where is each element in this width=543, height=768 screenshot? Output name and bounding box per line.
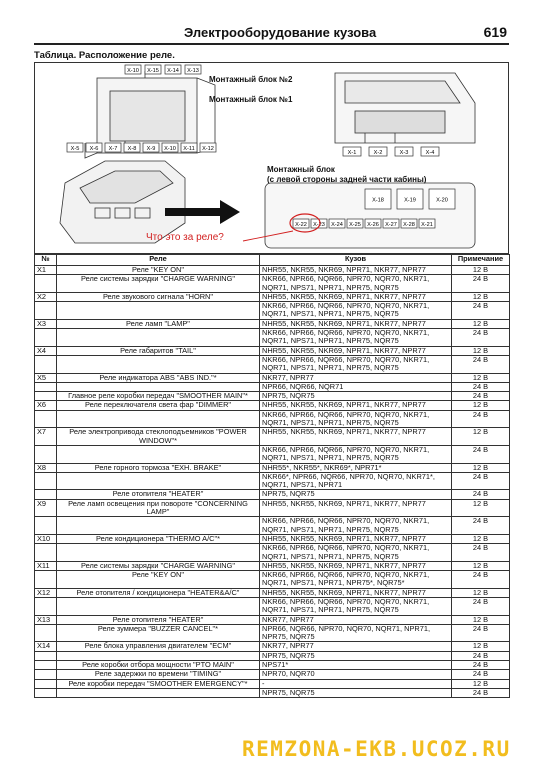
- cell-no: [35, 472, 57, 490]
- table-row: [35, 428, 510, 446]
- cell-body: NPR70, NQR70: [260, 670, 452, 679]
- cell-body: NHR55, NKR55, NKR69, NPR71, NKR77, NPR77: [260, 346, 452, 355]
- cell-no: [35, 661, 57, 670]
- cell-no: [35, 651, 57, 660]
- cell-relay: Реле отопителя "HEATER": [57, 490, 260, 499]
- cell-body: NHR55, NKR55, NKR69, NPR71, NKR77, NPR77: [260, 588, 452, 597]
- cell-no: [35, 624, 57, 642]
- cell-note: 24 В: [452, 445, 510, 463]
- cell-relay: [57, 445, 260, 463]
- relay-box-label: X-22: [295, 221, 307, 228]
- watermark: REMZONA-EKB.UCOZ.RU: [242, 737, 511, 761]
- cell-note: 24 В: [452, 392, 510, 401]
- cell-no: [35, 517, 57, 535]
- table-row: [35, 517, 510, 535]
- cell-body: -: [260, 679, 452, 688]
- relay-box-label: X-23: [313, 221, 325, 228]
- relay-box-label: X-28: [403, 221, 415, 228]
- table-header-row: [35, 255, 510, 266]
- cell-no: [35, 445, 57, 463]
- cell-relay: Реле ламп "LAMP": [57, 319, 260, 328]
- relay-box-label: X-5: [70, 145, 80, 152]
- cell-no: X7: [35, 428, 57, 446]
- relay-box-label: X-26: [367, 221, 379, 228]
- cell-relay: Реле коробки передач "SMOOTHER EMERGENCY"*: [57, 679, 260, 688]
- cell-no: [35, 382, 57, 391]
- cell-body: NKR66, NPR66, NQR66, NPR70, NQR70, NKR71, NQR71, NPS71, NPR71, NPR75, NQR75: [260, 329, 452, 347]
- cell-note: 24 В: [452, 490, 510, 499]
- relay-box-label: X-11: [183, 145, 195, 152]
- relay-box-label: X-4: [425, 149, 435, 156]
- relay-location-figure: [34, 62, 509, 254]
- cell-body: NHR55, NKR55, NKR69, NPR71, NKR77, NPR77: [260, 292, 452, 301]
- cell-relay: [57, 597, 260, 615]
- cell-note: 12 В: [452, 588, 510, 597]
- cell-note: 12 В: [452, 428, 510, 446]
- relay-box-label: X-15: [147, 67, 159, 74]
- table-row: [35, 472, 510, 490]
- relay-box-label: X-6: [89, 145, 99, 152]
- col-body-header: Кузов: [260, 255, 452, 266]
- cell-note: 12 В: [452, 679, 510, 688]
- relay-box-label: X-2: [373, 149, 383, 156]
- cell-relay: Реле переключателя света фар "DIMMER": [57, 401, 260, 410]
- relay-diagram: [35, 63, 510, 255]
- cell-note: 12 В: [452, 642, 510, 651]
- cell-note: 12 В: [452, 615, 510, 624]
- cell-relay: [57, 355, 260, 373]
- label-rear-block: Монтажный блок: [267, 165, 335, 174]
- relay-box-label: X-10: [164, 145, 176, 152]
- relay-box-label: X-9: [146, 145, 156, 152]
- cell-body: NKR66*, NPR66, NQR66, NPR70, NQR70, NKR71*, NQR71, NPS71, NPR71: [260, 472, 452, 490]
- table-row: [35, 499, 510, 517]
- col-relay-header: Реле: [57, 255, 260, 266]
- cell-relay: Главное реле коробки передач "SMOOTHER MAIN"*: [57, 392, 260, 401]
- relay-box-label: X-1: [347, 149, 357, 156]
- cell-note: 12 В: [452, 292, 510, 301]
- relay-box-label: X-24: [331, 221, 343, 228]
- cell-note: 12 В: [452, 346, 510, 355]
- cell-note: 12 В: [452, 499, 510, 517]
- cell-body: NKR66, NPR66, NQR66, NPR70, NQR70, NKR71, NQR71, NPS71, NPR71, NPR75, NQR75: [260, 544, 452, 562]
- cell-note: 24 В: [452, 329, 510, 347]
- cell-note: 24 В: [452, 517, 510, 535]
- cell-note: 24 В: [452, 571, 510, 589]
- cell-relay: [57, 329, 260, 347]
- cell-body: NHR55, NKR55, NKR69, NPR71, NKR77, NPR77: [260, 401, 452, 410]
- cell-no: [35, 490, 57, 499]
- cell-no: [35, 275, 57, 293]
- cell-relay: Реле "KEY ON": [57, 266, 260, 275]
- cell-no: X6: [35, 401, 57, 410]
- cell-body: NHR55*, NKR55*, NKR69*, NPR71*: [260, 463, 452, 472]
- cell-body: NPR75, NQR75: [260, 651, 452, 660]
- table-row: [35, 445, 510, 463]
- cell-note: 12 В: [452, 319, 510, 328]
- cell-note: 24 В: [452, 472, 510, 490]
- cell-no: [35, 544, 57, 562]
- cell-body: NKR66, NPR66, NQR66, NPR70, NQR70, NKR71, NQR71, NPS71, NPR71, NPR75, NQR75: [260, 302, 452, 320]
- cell-relay: [57, 544, 260, 562]
- cell-no: X9: [35, 499, 57, 517]
- table-row: [35, 490, 510, 499]
- cell-no: X4: [35, 346, 57, 355]
- cell-no: X13: [35, 615, 57, 624]
- cell-relay: Реле кондиционера "THERMO A/C"*: [57, 534, 260, 543]
- cab-drawing: [335, 73, 475, 143]
- cell-relay: [57, 410, 260, 428]
- relay-box-label: X-19: [404, 197, 416, 204]
- relay-box-label: X-12: [202, 145, 214, 152]
- cell-note: 24 В: [452, 670, 510, 679]
- cell-note: 24 В: [452, 688, 510, 697]
- cell-relay: Реле системы зарядки "CHARGE WARNING": [57, 275, 260, 293]
- cell-note: 24 В: [452, 651, 510, 660]
- fuse-box-drawing: [60, 161, 185, 243]
- table-row: [35, 688, 510, 697]
- relay-box-label: X-25: [349, 221, 361, 228]
- table-row: [35, 302, 510, 320]
- cell-no: X1: [35, 266, 57, 275]
- relay-box-label: X-20: [436, 197, 448, 204]
- label-rear-block-sub: (с левой стороны задней части кабины): [267, 175, 427, 184]
- page-header: [34, 25, 509, 45]
- cell-body: NPS71*: [260, 661, 452, 670]
- cell-relay: [57, 472, 260, 490]
- cell-relay: Реле горного тормоза "EXH. BRAKE": [57, 463, 260, 472]
- cell-relay: Реле блока управления двигателем "ECM": [57, 642, 260, 651]
- table-row: [35, 624, 510, 642]
- cell-no: X2: [35, 292, 57, 301]
- cell-note: 24 В: [452, 624, 510, 642]
- relay-box-label: X-18: [372, 197, 384, 204]
- cell-body: NHR55, NKR55, NKR69, NPR71, NKR77, NPR77: [260, 319, 452, 328]
- cell-body: NKR66, NPR66, NQR66, NPR70, NQR70, NKR71, NQR71, NPS71, NPR71, NPR75*, NQR75*: [260, 571, 452, 589]
- cell-no: [35, 355, 57, 373]
- cell-note: 12 В: [452, 373, 510, 382]
- cell-relay: [57, 517, 260, 535]
- cab-relay-labels: [343, 147, 439, 156]
- label-block-2: Монтажный блок №2: [209, 75, 293, 84]
- cell-body: NPR75, NQR75: [260, 688, 452, 697]
- cell-relay: [57, 302, 260, 320]
- cell-body: NKR66, NPR66, NQR66, NPR70, NQR70, NKR71, NQR71, NPS71, NPR71, NPR75, NQR75: [260, 410, 452, 428]
- cell-note: 12 В: [452, 463, 510, 472]
- cell-relay: Реле отопителя / кондиционера "HEATER&A/C": [57, 588, 260, 597]
- cell-body: NKR66, NPR66, NQR66, NPR70, NQR70, NKR71, NQR71, NPS71, NPR71, NPR75, NQR75: [260, 275, 452, 293]
- cell-body: NHR55, NKR55, NKR69, NPR71, NKR77, NPR77: [260, 266, 452, 275]
- cell-no: [35, 410, 57, 428]
- cell-body: NHR55, NKR55, NKR69, NPR71, NKR77, NPR77: [260, 499, 452, 517]
- cell-body: NHR55, NKR55, NKR69, NPR71, NKR77, NPR77: [260, 561, 452, 570]
- table-row: [35, 329, 510, 347]
- cell-note: 24 В: [452, 410, 510, 428]
- cell-no: X12: [35, 588, 57, 597]
- cell-no: [35, 679, 57, 688]
- cell-body: NPR66, NQR66, NPR70, NQR70, NQR71, NPR71, NPR75, NQR75: [260, 624, 452, 642]
- table-row: [35, 275, 510, 293]
- cell-relay: [57, 688, 260, 697]
- cell-note: 12 В: [452, 561, 510, 570]
- cell-no: X8: [35, 463, 57, 472]
- cell-relay: Реле коробки отбора мощности "PTO MAIN": [57, 661, 260, 670]
- label-block-1: Монтажный блок №1: [209, 95, 293, 104]
- cell-no: [35, 688, 57, 697]
- table-caption: Таблица. Расположение реле.: [34, 50, 175, 61]
- cell-no: [35, 670, 57, 679]
- cell-note: 24 В: [452, 382, 510, 391]
- cell-no: X10: [35, 534, 57, 543]
- cell-relay: Реле звукового сигнала "HORN": [57, 292, 260, 301]
- cell-relay: Реле отопителя "HEATER": [57, 615, 260, 624]
- table-row: [35, 670, 510, 679]
- cell-body: NHR55, NKR55, NKR69, NPR71, NKR77, NPR77: [260, 534, 452, 543]
- relay-box-label: X-7: [108, 145, 118, 152]
- cell-note: 12 В: [452, 534, 510, 543]
- cell-note: 12 В: [452, 401, 510, 410]
- cell-no: [35, 302, 57, 320]
- cell-body: NPR75, NQR75: [260, 392, 452, 401]
- cell-relay: Реле ламп освещения при повороте "CONCERNING LAMP": [57, 499, 260, 517]
- relay-box-label: X-27: [385, 221, 397, 228]
- cell-relay: Реле задержки по времени "TIMING": [57, 670, 260, 679]
- cell-body: NKR77, NPR77: [260, 373, 452, 382]
- page-title: Электрооборудование кузова: [184, 25, 377, 40]
- cell-note: 24 В: [452, 544, 510, 562]
- cell-body: NKR66, NPR66, NQR66, NPR70, NQR70, NKR71, NQR71, NPS71, NPR71, NPR75, NQR75: [260, 597, 452, 615]
- cell-relay: Реле системы зарядки "CHARGE WARNING": [57, 561, 260, 570]
- table-row: [35, 544, 510, 562]
- cell-body: NKR66, NPR66, NQR66, NPR70, NQR70, NKR71, NQR71, NPS71, NPR71, NPR75, NQR75: [260, 445, 452, 463]
- cell-note: 24 В: [452, 275, 510, 293]
- cell-body: NKR77, NPR77: [260, 615, 452, 624]
- cell-body: NPR66, NQR66, NQR71: [260, 382, 452, 391]
- cell-no: X3: [35, 319, 57, 328]
- table-row: [35, 373, 510, 382]
- cell-relay: Реле "KEY ON": [57, 571, 260, 589]
- cell-body: NKR77, NPR77: [260, 642, 452, 651]
- table-row: [35, 463, 510, 472]
- relay-table: [34, 254, 510, 698]
- cell-body: NKR66, NPR66, NQR66, NPR70, NQR70, NKR71, NQR71, NPS71, NPR71, NPR75, NQR75: [260, 355, 452, 373]
- cell-relay: Реле габаритов "TAIL": [57, 346, 260, 355]
- cell-no: [35, 329, 57, 347]
- table-row: [35, 571, 510, 589]
- cell-relay: Реле индикатора ABS "ABS IND."*: [57, 373, 260, 382]
- cell-no: X5: [35, 373, 57, 382]
- relay-box-label: X-10: [127, 67, 139, 74]
- top-relay-labels: [125, 65, 201, 74]
- page-number: 619: [483, 24, 507, 40]
- cell-note: 24 В: [452, 661, 510, 670]
- relay-box-label: X-14: [167, 67, 179, 74]
- cell-body: NPR75, NQR75: [260, 490, 452, 499]
- table-row: [35, 401, 510, 410]
- table-row: [35, 642, 510, 651]
- col-no-header: №: [35, 255, 57, 266]
- annotation-question: Что это за реле?: [146, 232, 224, 243]
- cell-body: NHR55, NKR55, NKR69, NPR71, NKR77, NPR77: [260, 428, 452, 446]
- cell-no: [35, 597, 57, 615]
- cell-no: X11: [35, 561, 57, 570]
- cell-no: [35, 571, 57, 589]
- cell-note: 24 В: [452, 302, 510, 320]
- cell-relay: Реле зуммера "BUZZER CANCEL"*: [57, 624, 260, 642]
- cell-note: 12 В: [452, 266, 510, 275]
- relay-box-label: X-3: [399, 149, 409, 156]
- cell-note: 24 В: [452, 355, 510, 373]
- relay-box-label: X-8: [127, 145, 137, 152]
- cell-note: 24 В: [452, 597, 510, 615]
- table-row: [35, 597, 510, 615]
- table-row: [35, 615, 510, 624]
- relay-box-label: X-21: [421, 221, 433, 228]
- cell-body: NKR66, NPR66, NQR66, NPR70, NQR70, NKR71, NQR71, NPS71, NPR71, NPR75, NQR75: [260, 517, 452, 535]
- table-row: [35, 410, 510, 428]
- relay-box-label: X-13: [187, 67, 199, 74]
- cell-relay: Реле электропривода стеклоподъемников "POWER WINDOW"*: [57, 428, 260, 446]
- cell-no: X14: [35, 642, 57, 651]
- col-note-header: Примечание: [452, 255, 510, 266]
- table-row: [35, 355, 510, 373]
